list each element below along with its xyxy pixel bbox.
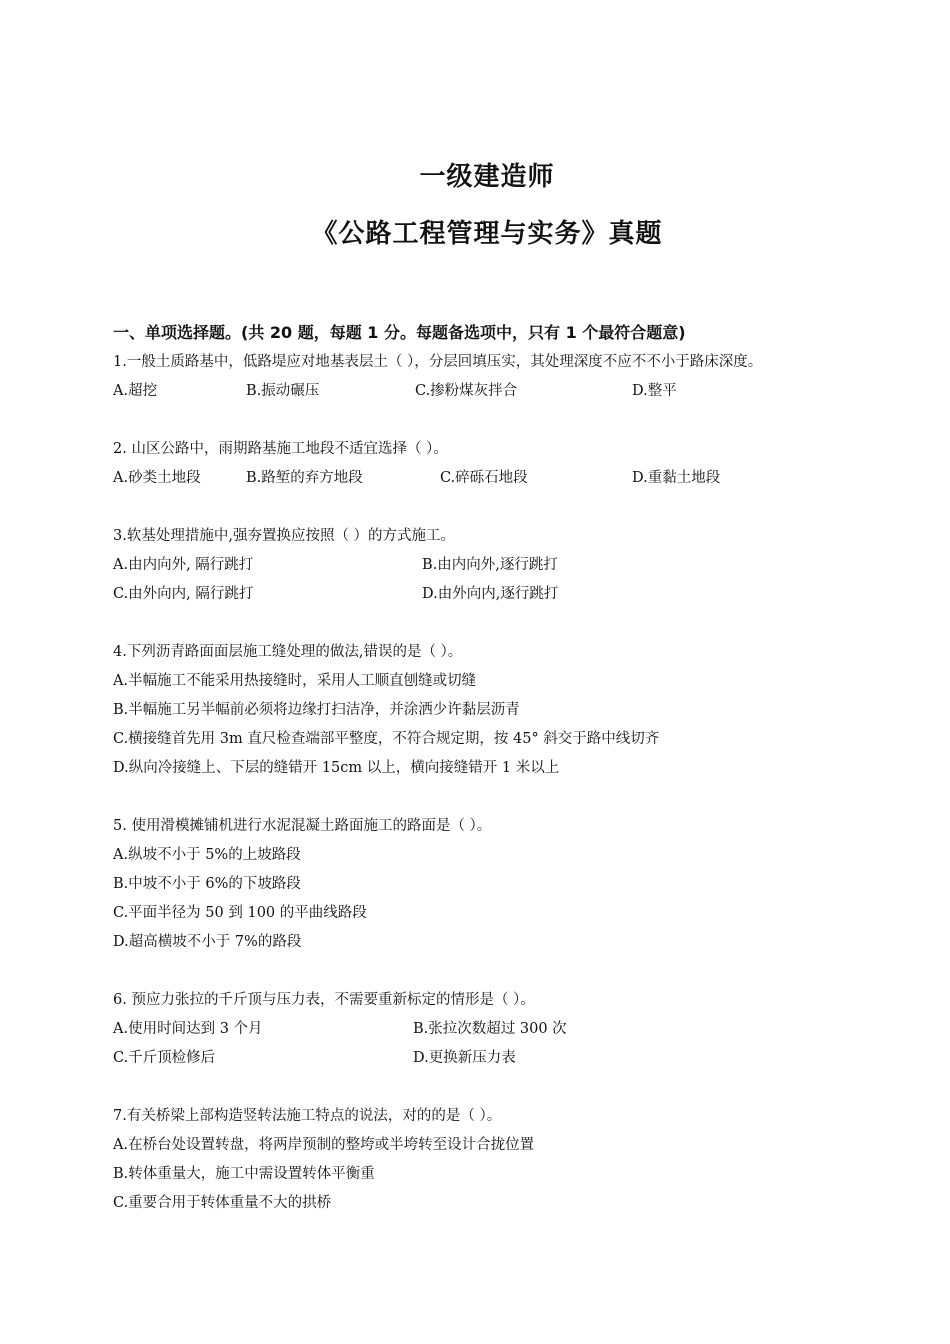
question-7-option-b: B.转体重量大，施工中需设置转体平衡重 (113, 1166, 375, 1182)
question-2-option-a: A.砂类土地段 (113, 470, 201, 486)
section-heading: 一、单项选择题。(共 20 题，每题 1 分。每题备选项中，只有 1 个最符合题意) (113, 323, 686, 342)
question-4-option-a: A.半幅施工不能采用热接缝时，采用人工顺直刨缝或切缝 (113, 673, 477, 689)
question-4-option-b: B.半幅施工另半幅前必须将边缘打扫洁净，并涂洒少许黏层沥青 (113, 702, 520, 718)
question-7-option-c: C.重要合用于转体重量不大的拱桥 (113, 1195, 332, 1211)
question-1-option-b: B.振动碾压 (246, 383, 320, 399)
question-4-option-c: C.横接缝首先用 3m 直尺检查端部平整度，不符合规定期，按 45° 斜交于路中线切齐 (113, 731, 660, 747)
question-5-stem: 5. 使用滑模摊铺机进行水泥混凝土路面施工的路面是（ ）。 (113, 818, 492, 834)
question-7-option-a: A.在桥台处设置转盘，将两岸预制的整垮或半垮转至设计合拢位置 (113, 1137, 535, 1153)
question-2-stem: 2. 山区公路中，雨期路基施工地段不适宜选择（ ）。 (113, 441, 448, 457)
question-6-option-c: C.千斤顶检修后 (113, 1050, 216, 1066)
question-4-stem: 4.下列沥青路面面层施工缝处理的做法,错误的是（ ）。 (113, 644, 463, 660)
question-4-option-d: D.纵向冷接缝上、下层的缝错开 15cm 以上，横向接缝错开 1 米以上 (113, 760, 560, 776)
question-6-stem: 6. 预应力张拉的千斤顶与压力表，不需要重新标定的情形是（ ）。 (113, 992, 535, 1008)
question-5-option-b: B.中坡不小于 6%的下坡路段 (113, 876, 301, 892)
question-5-option-c: C.平面半径为 50 到 100 的平曲线路段 (113, 905, 367, 921)
question-2-option-d: D.重黏土地段 (632, 470, 721, 486)
document-title: 一级建造师 (419, 162, 555, 192)
question-5-option-d: D.超高横坡不小于 7%的路段 (113, 934, 302, 950)
question-6-option-b: B.张拉次数超过 300 次 (413, 1021, 567, 1037)
question-3-option-b: B.由内向外,逐行跳打 (422, 557, 558, 573)
question-3-option-c: C.由外向内, 隔行跳打 (113, 586, 254, 602)
question-3-option-a: A.由内向外, 隔行跳打 (113, 557, 254, 573)
question-6-option-a: A.使用时间达到 3 个月 (113, 1021, 263, 1037)
question-7-stem: 7.有关桥梁上部构造竖转法施工特点的说法，对的的是（ ）。 (113, 1108, 502, 1124)
question-2-option-b: B.路堑的弃方地段 (246, 470, 363, 486)
question-1-option-d: D.整平 (632, 383, 677, 399)
document-subtitle: 《公路工程管理与实务》真题 (311, 219, 663, 249)
question-3-option-d: D.由外向内,逐行跳打 (422, 586, 559, 602)
question-5-option-a: A.纵坡不小于 5%的上坡路段 (113, 847, 301, 863)
question-1-option-c: C.掺粉煤灰拌合 (415, 383, 518, 399)
question-1-stem: 1.一般土质路基中，低路堤应对地基表层土（ ），分层回填压实，其处理深度不应不不小于路床深度。 (113, 354, 763, 370)
question-6-option-d: D.更换新压力表 (413, 1050, 516, 1066)
question-1-option-a: A.超挖 (113, 383, 158, 399)
question-2-option-c: C.碎砾石地段 (440, 470, 528, 486)
question-3-stem: 3.软基处理措施中,强夯置换应按照（ ）的方式施工。 (113, 528, 456, 544)
